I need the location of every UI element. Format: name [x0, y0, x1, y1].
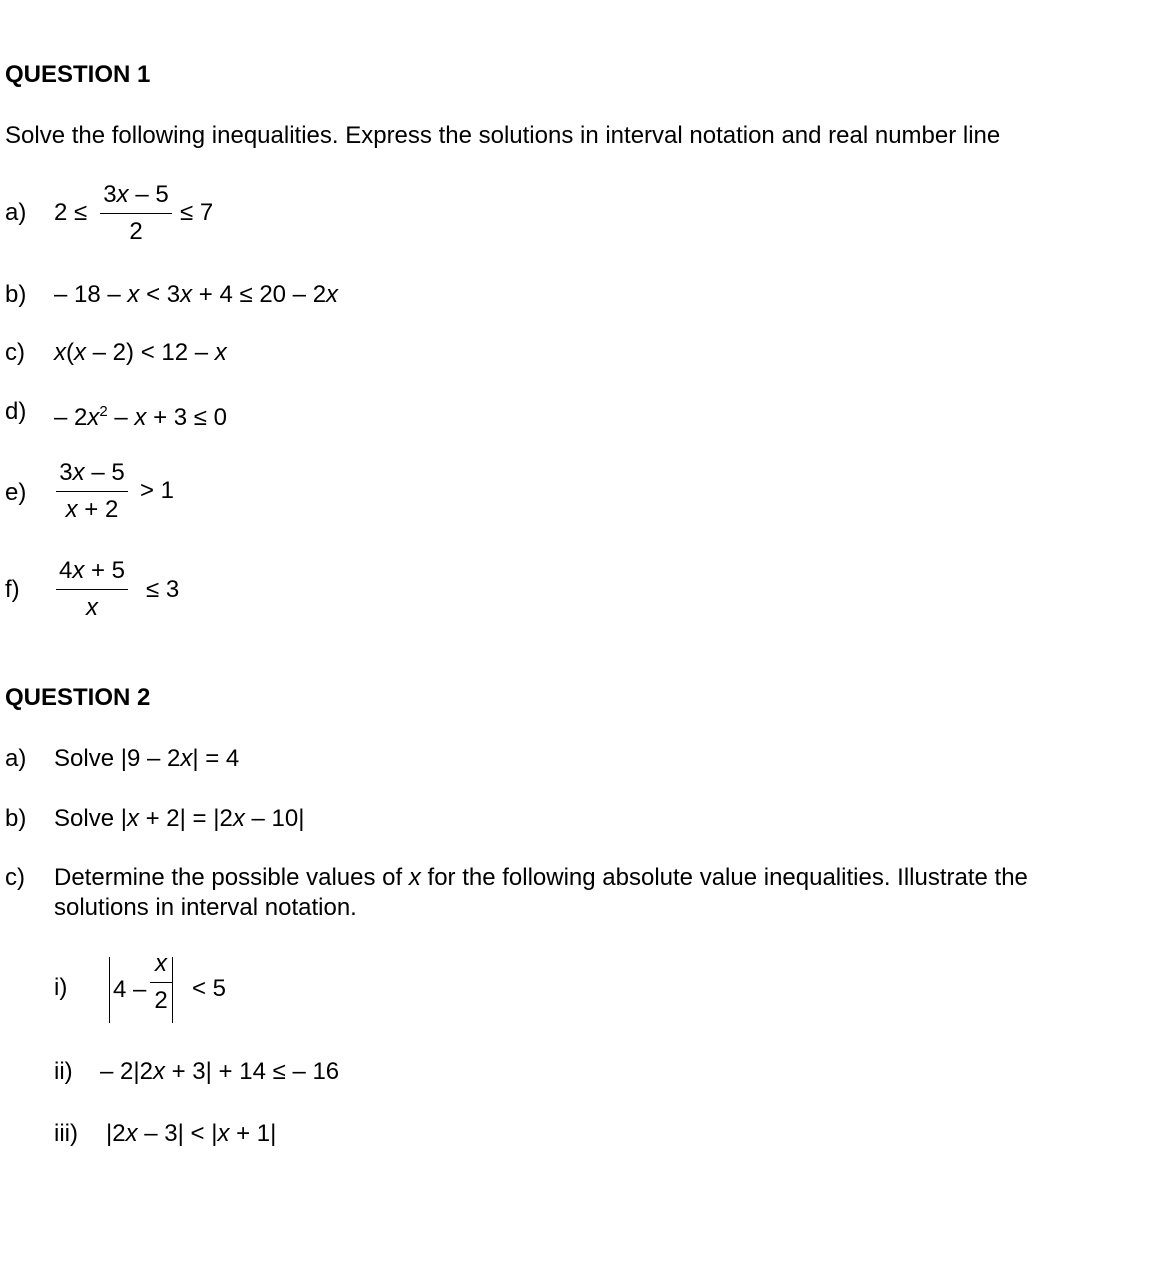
expr-part: 4 –: [113, 976, 147, 1003]
inequality: [54, 397, 227, 433]
fraction: [150, 950, 172, 1015]
item-label: c): [5, 864, 25, 891]
denominator: x + 2: [65, 496, 119, 523]
fraction: [100, 181, 172, 246]
exponent: 2: [99, 403, 108, 420]
fraction-bar: [56, 491, 128, 492]
question-1-instructions: Solve the following inequalities. Express the solutions in interval notation and real number line: [5, 122, 1001, 149]
expr-part: – x + 3 ≤ 0: [107, 404, 227, 431]
denominator: 2: [154, 987, 168, 1014]
sub-item-label: iii): [54, 1120, 78, 1147]
expr-part: – 2x: [54, 404, 100, 431]
instructions-line: Determine the possible values of x for the following absolute value inequalities. Illustrate the: [54, 864, 1028, 891]
item-label: b): [5, 805, 27, 832]
inequality: – 18 – x < 3x + 4 ≤ 20 – 2x: [54, 281, 339, 308]
fraction: [56, 459, 128, 524]
numerator: x: [155, 950, 167, 977]
inequality: x(x – 2) < 12 – x: [54, 339, 227, 366]
inequality-right: > 1: [140, 477, 175, 504]
inequality-right: < 5: [192, 975, 227, 1002]
sub-item-label: i): [54, 974, 68, 1001]
fraction: [56, 557, 128, 622]
equation: Solve |9 – 2x| = 4: [54, 745, 240, 772]
item-label: a): [5, 199, 27, 226]
item-label: a): [5, 745, 27, 772]
denominator: x: [86, 594, 98, 621]
item-label: e): [5, 479, 27, 506]
instructions-line: solutions in interval notation.: [54, 894, 357, 921]
sub-item-label: ii): [54, 1058, 73, 1085]
inequality: – 2|2x + 3| + 14 ≤ – 16: [100, 1058, 340, 1085]
fraction-bar: [150, 982, 172, 983]
absolute-value-bar: [172, 957, 173, 1023]
question-1-title: QUESTION 1: [5, 61, 151, 88]
equation: Solve |x + 2| = |2x – 10|: [54, 805, 305, 832]
numerator: 4x + 5: [58, 557, 126, 584]
numerator: 3x – 5: [59, 459, 125, 486]
item-label: b): [5, 281, 27, 308]
absolute-value-bar: [109, 957, 110, 1023]
inequality-right: ≤ 3: [146, 576, 180, 603]
denominator: 2: [129, 218, 143, 245]
inequality: |2x – 3| < |x + 1|: [106, 1120, 277, 1147]
item-label: d): [5, 398, 27, 425]
inequality-right: ≤ 7: [180, 199, 214, 226]
numerator: 3x – 5: [103, 181, 169, 208]
fraction-bar: [100, 213, 172, 214]
question-2-title: QUESTION 2: [5, 684, 151, 711]
item-label: c): [5, 339, 25, 366]
item-label: f): [5, 576, 20, 603]
inequality-left: 2 ≤: [54, 199, 88, 226]
fraction-bar: [56, 589, 128, 590]
